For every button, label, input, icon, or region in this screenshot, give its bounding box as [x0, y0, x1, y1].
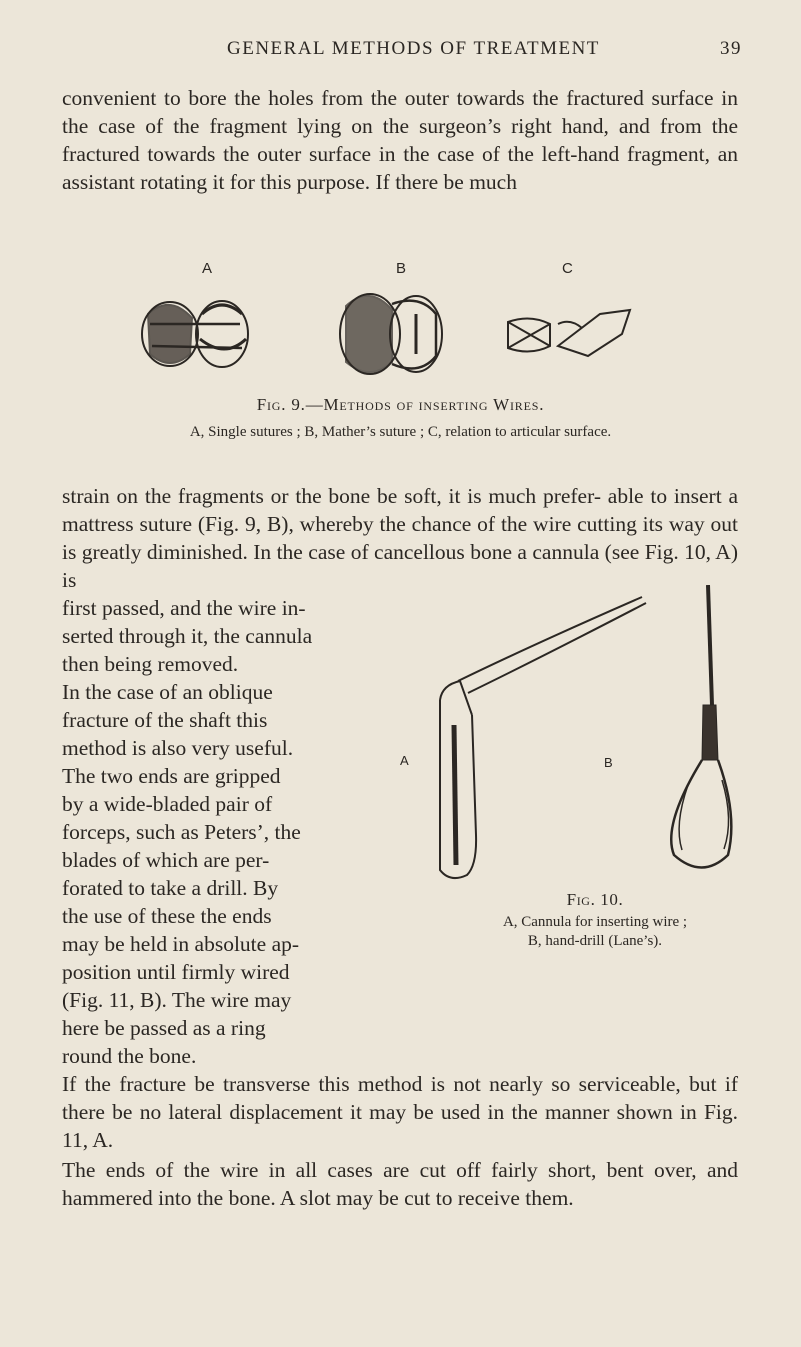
fig10-caption-line2: B, hand-drill (Lane’s). [527, 933, 663, 949]
narrow-line: The two ends are gripped [62, 764, 281, 788]
narrow-line: serted through it, the cannula [62, 624, 313, 648]
fig10-hand-drill-drawing [671, 585, 731, 868]
narrow-line: method is also very useful. [62, 736, 294, 760]
paragraph-mid-text: strain on the fragments or the bone be soft, it is much prefer- able to insert a mattress suture (Fig. 9, B), whereby the chance of the wire cutting its way out is greatly diminished. In the case of cancellous bone a cannula (see Fig. 10, A) is [62, 484, 738, 592]
page-number: 39 [720, 38, 742, 59]
paragraph-bottom-2 [62, 1156, 738, 1212]
paragraph-top-text: convenient to bore the holes from the outer towards the fractured surface in the case of the fragment lying on the surgeon’s right hand, and from the fractured towards the outer surface in the case of the left-hand fragment, an assistant rotating it for this purpose. If there be much [62, 86, 738, 194]
fig10-drawing [412, 585, 742, 895]
fig9-single-sutures-drawing [142, 301, 248, 367]
fig9-label-a: A [202, 260, 213, 277]
running-header [0, 38, 801, 68]
narrow-line: blades of which are per- [62, 848, 270, 872]
narrow-line: (Fig. 11, B). The wire may [62, 988, 292, 1012]
fig10-caption-title: Fig. 10. [566, 890, 624, 909]
fig9-label-b: B [396, 260, 407, 277]
narrow-line: first passed, and the wire in- [62, 596, 306, 620]
fig9-caption-sub: A, Single sutures ; B, Mather’s suture ; C, relation to articular surface. [189, 424, 612, 440]
figure-9 [130, 260, 690, 384]
narrow-line: fracture of the shaft this [62, 708, 268, 732]
fig9-caption-title: Fig. 9.—Methods of inserting Wires. [256, 395, 545, 414]
paragraph-bottom-1-text: If the fracture be transverse this method is not nearly so serviceable, but if there be no lateral displacement it may be used in the manner shown in Fig. 11, A. [62, 1072, 738, 1152]
paragraph-mid [62, 482, 738, 594]
narrow-line: by a wide-bladed pair of [62, 792, 273, 816]
narrow-line: In the case of an oblique [62, 680, 273, 704]
paragraph-top [62, 84, 738, 196]
fig9-mather-suture-drawing [340, 294, 442, 374]
narrow-line: round the bone. [62, 1044, 197, 1068]
fig10-caption-line1: A, Cannula for inserting wire ; [502, 914, 688, 930]
paragraph-narrow [62, 594, 392, 1070]
narrow-line: forceps, such as Peters’, the [62, 820, 301, 844]
narrow-line: forated to take a drill. By [62, 876, 279, 900]
fig9-drawing [130, 284, 690, 384]
paragraph-bottom-1 [62, 1070, 738, 1154]
narrow-line: then being removed. [62, 652, 239, 676]
fig10-label-b: B [604, 755, 613, 770]
running-title: GENERAL METHODS OF TREATMENT [227, 38, 600, 59]
narrow-line: position until firmly wired [62, 960, 290, 984]
narrow-line: here be passed as a ring [62, 1016, 266, 1040]
fig9-label-c: C [562, 260, 573, 277]
figure-10 [400, 585, 742, 895]
fig10-cannula-drawing [440, 597, 646, 878]
fig10-label-a: A [400, 753, 409, 768]
narrow-line: the use of these the ends [62, 904, 272, 928]
fig9-articular-relation-drawing [508, 310, 630, 356]
narrow-line: may be held in absolute ap- [62, 932, 300, 956]
paragraph-bottom-2-text: The ends of the wire in all cases are cut off fairly short, bent over, and hammered into the bone. A slot may be cut to receive them. [62, 1158, 738, 1210]
